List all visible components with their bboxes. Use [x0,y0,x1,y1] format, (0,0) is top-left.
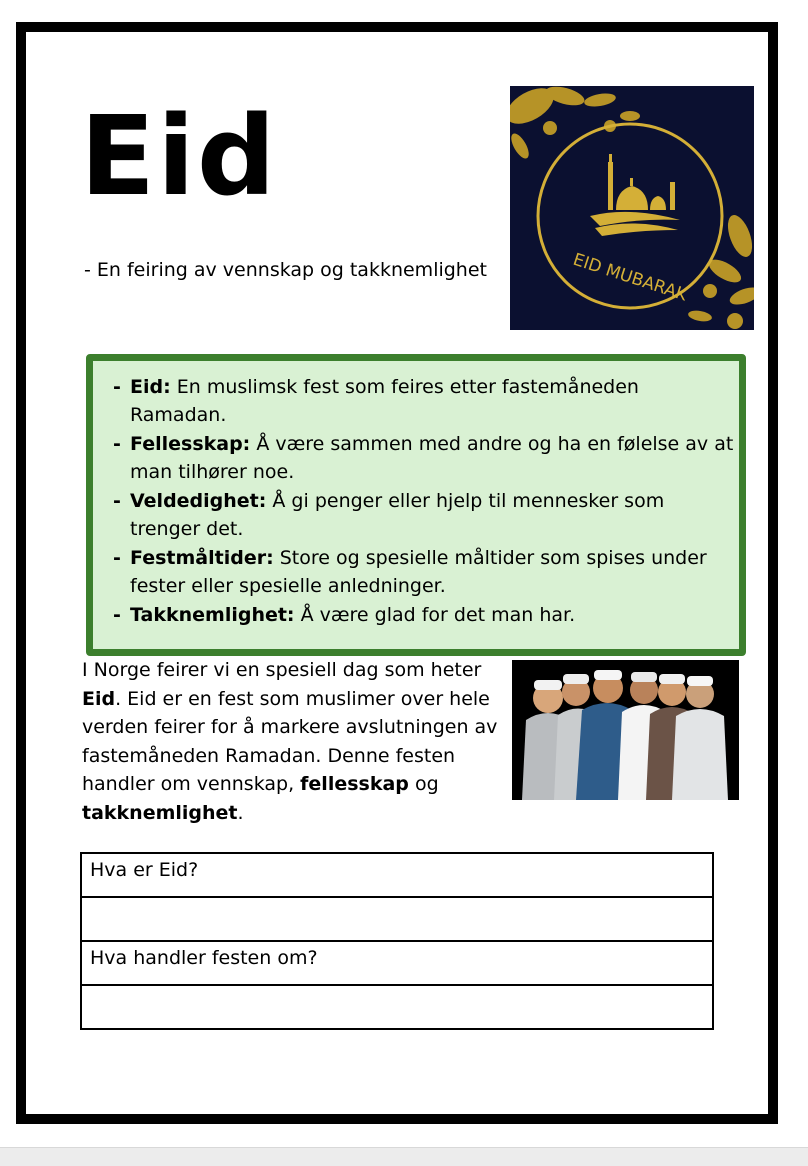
answer-cell[interactable] [81,897,713,941]
definition-term: Eid: [130,376,171,398]
table-row [81,941,713,985]
definition-item: - Eid: En muslimsk fest som feires etter fastemåneden Ramadan. [113,376,639,426]
definition-text: En muslimsk fest som feires etter fastemåneden Ramadan. [130,376,639,426]
eid-mubarak-image [510,86,754,330]
table-row[interactable] [81,985,713,1029]
table-row[interactable] [81,897,713,941]
definition-text: Store og spesielle måltider som spises under fester eller spesielle anledninger. [130,547,707,597]
viewer-bottom-strip [0,1147,808,1166]
definition-item: - Veldedighet: Å gi penger eller hjelp til mennesker som trenger det. [113,490,665,540]
definition-item: - Festmåltider: Store og spesielle måltider som spises under fester eller spesielle anledninger. [113,547,707,597]
answer-cell[interactable] [81,985,713,1029]
intro-paragraph: I Norge feirer vi en spesiell dag som heter Eid. Eid er en fest som muslimer over hele verden feirer for å markere avslutningen av fastemåneden Ramadan. Denne festen handler om vennskap, fellesskap og takknemlighet. [82,659,498,824]
definition-item: - Fellesskap: Å være sammen med andre og ha en følelse av at man tilhører noe. [113,433,734,483]
eid-mubarak-illustration [510,86,754,330]
definition-text: Å gi penger eller hjelp til mennesker som trenger det. [130,490,665,540]
page-title: Eid [80,92,278,220]
definition-term: Veldedighet: [130,490,267,512]
question-cell: Hva er Eid? [81,853,713,897]
people-illustration [512,660,739,800]
definition-term: Fellesskap: [130,433,251,455]
eid-mubarak-text: EID MUBARAK [570,249,690,306]
group-of-men-icon [512,660,739,800]
definition-text: Å være sammen med andre og ha en følelse av at man tilhører noe. [130,433,734,483]
definition-term: Festmåltider: [130,547,274,569]
page-subtitle: - En feiring av vennskap og takknemlighet [84,259,487,281]
definition-item: - Takknemlighet: Å være glad for det man har. [113,604,576,626]
definition-term: Takknemlighet: [130,604,295,626]
question-table [80,852,714,1030]
definitions-list [103,373,739,629]
table-row [81,853,713,897]
definition-text: Å være glad for det man har. [294,604,576,626]
definitions-box [86,354,746,656]
question-cell: Hva handler festen om? [81,941,713,985]
